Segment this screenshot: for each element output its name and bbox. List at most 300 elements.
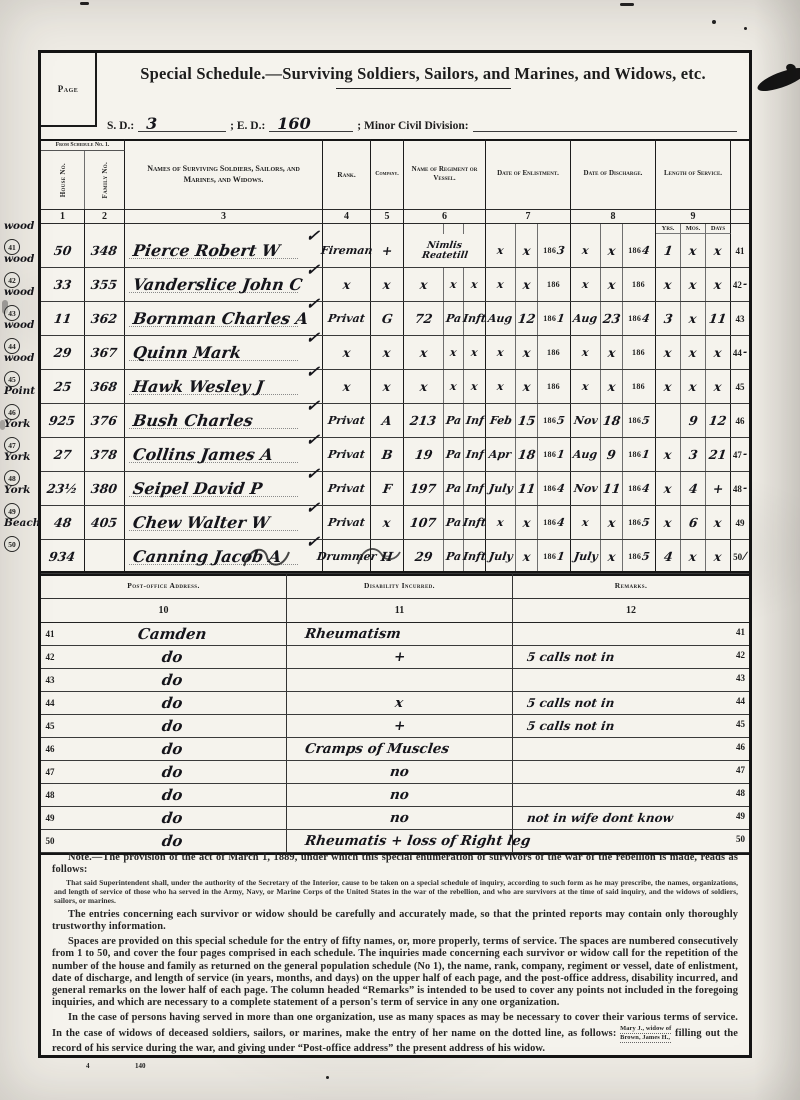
remarks-cell	[513, 646, 749, 668]
row-number-cell	[731, 404, 749, 437]
printed-year-prefix: 186	[543, 246, 557, 255]
remarks-cell	[513, 784, 749, 806]
regiment-no-cell	[404, 370, 444, 403]
rank-entry: Privat	[327, 414, 366, 427]
printed-year-prefix: 186	[628, 246, 642, 255]
service-years: x	[663, 481, 673, 496]
service-years: x	[663, 515, 673, 530]
header-spacer	[538, 224, 571, 234]
service-years-cell	[656, 506, 681, 539]
discharge-month: x	[581, 278, 590, 291]
post-office-address: Camden	[137, 625, 208, 643]
printed-year-prefix: 186	[628, 518, 642, 527]
address-cell	[59, 784, 287, 806]
address-cell	[59, 623, 287, 645]
discharge-month-cell	[571, 404, 601, 437]
discharge-year-digit: 5	[641, 516, 651, 529]
address-table-header	[41, 573, 749, 599]
house-no-cell	[41, 370, 85, 403]
regiment-type: Inf	[464, 448, 485, 461]
note-section	[50, 849, 740, 1058]
company-cell	[371, 268, 404, 301]
regiment-state-cell	[444, 404, 464, 437]
discharge-day-cell	[601, 268, 623, 301]
printed-year-prefix: 186	[543, 416, 557, 425]
service-months-cell	[681, 506, 706, 539]
rank-entry: Privat	[327, 312, 366, 325]
discharge-month-cell	[571, 336, 601, 369]
house-no-cell	[41, 506, 85, 539]
house-no: 29	[52, 345, 73, 360]
post-office-address: do	[160, 671, 185, 689]
regiment-type-cell	[464, 404, 486, 437]
circled-row-number: 45	[4, 371, 20, 387]
table-row	[41, 328, 749, 370]
row-number-cell	[41, 669, 59, 691]
enlistment-day: x	[521, 345, 532, 360]
header-spacer	[623, 224, 656, 234]
family-no: 376	[90, 413, 119, 428]
row-number: 47	[736, 765, 745, 775]
row-number: 50	[736, 834, 745, 844]
enlistment-month: x	[496, 278, 505, 291]
service-days: x	[713, 549, 723, 564]
row-number: 45	[735, 381, 745, 392]
address-cell	[59, 738, 287, 760]
regiment-no-cell	[404, 506, 444, 539]
enlistment-year-digit: 1	[556, 312, 566, 325]
header-spacer	[444, 224, 464, 234]
header-spacer	[323, 224, 371, 234]
regiment-no-cell	[404, 438, 444, 471]
family-no: 355	[90, 277, 119, 292]
discharge-day: x	[606, 379, 617, 394]
printed-year-prefix: 186	[632, 280, 645, 289]
note-paragraph: The entries concerning each survivor or widow should be carefully and accurately made, so that the printed reports may contain only thoroughly trustworthy information.	[52, 908, 738, 933]
regiment-type: Inft	[462, 516, 487, 529]
header-spacer	[601, 224, 623, 234]
enlistment-month-cell	[486, 472, 516, 505]
regiment-no: 213	[409, 413, 438, 428]
discharge-year-digit: 4	[641, 312, 651, 325]
row-number-tick: -	[742, 483, 748, 494]
enlistment-year-digit: 4	[556, 516, 566, 529]
discharge-day: x	[606, 549, 617, 564]
service-months: x	[688, 345, 698, 360]
address-cell	[59, 692, 287, 714]
house-no: 925	[48, 413, 77, 428]
col-num-blank	[731, 209, 749, 224]
page-label: Page	[57, 84, 79, 94]
enlistment-year-cell	[538, 370, 571, 403]
row-number-tick: -	[742, 449, 748, 460]
table-row	[41, 498, 749, 540]
post-office-address: do	[160, 717, 185, 735]
table-row	[41, 715, 749, 738]
discharge-month-cell	[571, 234, 601, 267]
company-cell	[371, 506, 404, 539]
service-months: 3	[687, 447, 699, 462]
header-spacer	[41, 224, 85, 234]
title-block	[97, 53, 749, 89]
scan-speck	[620, 3, 634, 6]
discharge-header: Date of Discharge.	[571, 139, 656, 209]
remarks-entry: not in wife dont know	[526, 811, 674, 825]
enlistment-day-cell	[516, 438, 538, 471]
post-office-address: do	[160, 648, 185, 666]
disability-entry: no	[388, 810, 411, 826]
rank-entry: x	[341, 277, 352, 292]
company-cell	[371, 370, 404, 403]
discharge-year-cell	[623, 404, 656, 437]
rank-cell	[323, 506, 371, 539]
company-entry: +	[380, 243, 394, 258]
discharge-day: x	[606, 515, 617, 530]
printed-year-prefix: 186	[547, 348, 560, 357]
printed-year-prefix: 186	[543, 518, 557, 527]
col-num: 3	[125, 209, 323, 224]
row-number: 45	[736, 719, 745, 729]
row-number: 47	[45, 767, 55, 777]
enlistment-day-cell	[516, 234, 538, 267]
house-no: 25	[52, 379, 73, 394]
name-cell	[125, 294, 323, 335]
company-cell	[371, 302, 404, 335]
regiment-type: x	[470, 278, 479, 291]
enlistment-day-cell	[516, 302, 538, 335]
regiment-state-cell	[444, 370, 464, 403]
house-no-header: House No.	[41, 151, 85, 209]
discharge-day: x	[606, 345, 617, 360]
family-no: 368	[90, 379, 119, 394]
company-entry: x	[382, 277, 392, 292]
regiment-state: x	[449, 278, 458, 291]
printed-year-prefix: 186	[547, 280, 560, 289]
service-days: x	[713, 277, 723, 292]
discharge-month-cell	[571, 540, 601, 573]
row-number: 48	[736, 788, 745, 798]
discharge-month: x	[581, 516, 590, 529]
ed-value: 160	[277, 114, 311, 133]
margin-locality-word: York	[4, 418, 31, 430]
post-office-address: do	[160, 740, 185, 758]
regiment-no-cell	[404, 404, 444, 437]
regiment-state-cell	[444, 506, 464, 539]
enlistment-month-cell	[486, 404, 516, 437]
company-header: Company.	[371, 139, 404, 209]
row-number: 46	[736, 742, 745, 752]
regiment-no: 72	[413, 311, 434, 326]
discharge-day-cell	[601, 302, 623, 335]
discharge-month-cell	[571, 302, 601, 335]
disability-cell	[287, 784, 513, 806]
service-days-cell	[706, 268, 731, 301]
sd-label: S. D.:	[107, 120, 135, 132]
printed-year-prefix: 186	[628, 484, 642, 493]
regiment-state-cell	[444, 302, 464, 335]
regiment-no-cell	[404, 472, 444, 505]
disability-entry: +	[392, 649, 407, 665]
regiment-type: x	[470, 346, 479, 359]
regiment-no-cell	[404, 302, 444, 335]
service-days: x	[713, 345, 723, 360]
service-months-cell	[681, 540, 706, 573]
discharge-day-cell	[601, 438, 623, 471]
remarks-cell	[513, 738, 749, 760]
family-no: 378	[90, 447, 119, 462]
row-number: 42	[736, 650, 745, 660]
table-row	[41, 362, 749, 404]
remarks-cell	[513, 669, 749, 691]
row-number: 43	[735, 313, 745, 324]
enlistment-year-digit: 3	[556, 244, 566, 257]
row-number-cell	[41, 784, 59, 806]
service-years-cell	[656, 336, 681, 369]
service-days: x	[713, 243, 723, 258]
row-number: 43	[736, 673, 745, 683]
col-num: 10	[41, 599, 287, 623]
checkmark: ✓	[304, 328, 321, 347]
enlistment-header: Date of Enlistment.	[486, 139, 571, 209]
footer-mark: 4	[86, 1062, 90, 1070]
disability-entry: +	[392, 718, 407, 734]
enlistment-month: x	[496, 346, 505, 359]
service-months-cell	[681, 302, 706, 335]
service-years-cell	[656, 268, 681, 301]
table-row	[41, 738, 749, 761]
company-cell	[371, 438, 404, 471]
company-cell	[371, 234, 404, 267]
discharge-day-cell	[601, 336, 623, 369]
printed-year-prefix: 186	[628, 450, 642, 459]
company-cell	[371, 404, 404, 437]
row-number-cell	[41, 738, 59, 760]
rank-cell	[323, 302, 371, 335]
enlistment-year-digit: 5	[556, 414, 566, 427]
row-number-cell	[41, 715, 59, 737]
circled-row-number: 48	[4, 470, 20, 486]
sd-value: 3	[146, 114, 158, 133]
note-paragraph: Note.—The provision of the act of March 1, 1889, under which this special enumeration of survivors of the war of the rebellion is made, reads as follows:	[52, 852, 738, 876]
discharge-day: x	[606, 243, 617, 258]
name-cell	[125, 260, 323, 301]
discharge-month: x	[581, 380, 590, 393]
table-row	[41, 807, 749, 830]
rank-cell	[319, 234, 374, 267]
scan-speck	[0, 420, 5, 430]
table-row	[41, 669, 749, 692]
family-no-cell	[85, 268, 125, 301]
service-days-cell	[706, 302, 731, 335]
mcd-entry	[473, 131, 737, 132]
table-row	[41, 761, 749, 784]
address-cell	[59, 761, 287, 783]
company-entry: A	[381, 413, 393, 428]
row-number: 47	[732, 449, 742, 460]
checkmark: ✓	[304, 362, 321, 381]
note-example-inset: Mary J., widow of Brown, James H.,	[620, 1024, 672, 1041]
post-office-address: do	[160, 694, 185, 712]
discharge-month: x	[581, 346, 590, 359]
row-number-cell	[731, 336, 749, 369]
table-row	[41, 260, 749, 302]
regiment-no: x	[418, 379, 429, 394]
regiment-type: Inf	[464, 414, 485, 427]
enlistment-month-cell	[486, 268, 516, 301]
regiment-state: x	[449, 380, 458, 393]
veteran-name: Bush Charles	[131, 411, 255, 430]
enlistment-month: Aug	[487, 312, 514, 325]
note-text: In the case of persons having served in more than one organization, use as many spaces as may be necessary to cover their various terms of service. In the case of widows of deceased soldiers, sailors, or marines, make the entry of her name on the dotted line, as follows:	[52, 1012, 738, 1039]
family-no-cell	[85, 404, 125, 437]
header-spacer	[404, 224, 444, 234]
discharge-month-cell	[571, 370, 601, 403]
service-years-cell	[656, 438, 681, 471]
regiment-state: Pa	[445, 448, 462, 461]
family-no-cell	[85, 506, 125, 539]
enlistment-year-cell	[538, 540, 571, 573]
row-number-cell	[731, 540, 749, 573]
discharge-year-digit: 1	[641, 448, 651, 461]
margin-locality-word: Beach	[4, 517, 41, 529]
col-num: 12	[513, 599, 749, 623]
house-no-cell	[41, 472, 85, 505]
sd-entry	[138, 112, 226, 132]
header-spacer	[516, 224, 538, 234]
row-number-cell	[731, 472, 749, 505]
service-days-cell	[706, 234, 731, 267]
col-num: 6	[404, 209, 486, 224]
note-paragraph-small: That said Superintendent shall, under the authority of the Secretary of the Interior, cause to be taken on a special schedule of inquiry, according to such form as he may prescribe, the names, organizations, and length of service of those who ha served in the Army, Navy, or Marine Corps of the United States in the war of the rebellion, and who are survivors at the time of said inquiry, and the widows of soldiers, sailors, or marines.	[54, 878, 738, 906]
regiment-no: 29	[413, 549, 434, 564]
house-no-cell	[41, 302, 85, 335]
rank-entry: Fireman	[319, 244, 374, 257]
house-no: 48	[52, 515, 73, 530]
discharge-day-cell	[601, 506, 623, 539]
enlistment-month: x	[496, 380, 505, 393]
family-no-cell	[85, 370, 125, 403]
note-paragraph: Spaces are provided on this special schedule for the entry of fifty names, or, more properly, terms of service. The spaces are numbered consecutively from 1 to 50, and cover the four pages comprised in each schedule. The inquiries made concerning each survivor or widow call for the repetition of the number of the house and family as returned on the general population schedule (No 1), the name, rank, company, regiment or vessel, date of enlistment, date of discharge, and length of service (in years, months, and days) on the upper half of each page, and the post-office address, disability incurred, and general remarks on the lower half of each page. The column headed “Remarks” is intended to be used to cover any points not included in the foregoing inquiries, and which are necessary to a complete statement of a person's term of service in any one organization.	[52, 936, 738, 1009]
circled-row-number: 47	[4, 437, 20, 453]
enlistment-month: Apr	[488, 448, 513, 461]
service-months-cell	[681, 268, 706, 301]
discharge-year-digit: 5	[641, 550, 651, 563]
row-number-cell	[731, 302, 749, 335]
service-days-cell	[706, 438, 731, 471]
regiment-no: x	[418, 345, 429, 360]
col-num: 8	[571, 209, 656, 224]
regiment-state-cell	[444, 336, 464, 369]
family-no: 380	[90, 481, 119, 496]
printed-year-prefix: 186	[628, 416, 642, 425]
discharge-month: Nov	[572, 414, 599, 427]
service-days-cell	[706, 506, 731, 539]
rank-entry: Privat	[327, 448, 366, 461]
service-sub-header: Mos.	[681, 224, 706, 234]
row-number-cell	[41, 623, 59, 645]
veteran-name: Collins James A	[131, 445, 275, 464]
family-no: 348	[90, 243, 119, 258]
house-no-cell	[41, 336, 85, 369]
service-years-cell	[656, 234, 681, 267]
margin-locality-word: wood	[4, 253, 35, 265]
service-months: x	[688, 379, 698, 394]
printed-year-prefix: 186	[543, 484, 557, 493]
service-months-cell	[681, 336, 706, 369]
discharge-month: Nov	[572, 482, 599, 495]
remarks-cell	[513, 623, 749, 645]
enlistment-month-cell	[486, 370, 516, 403]
row-number-cell	[731, 438, 749, 471]
post-office-address: do	[160, 809, 185, 827]
disability-cell	[287, 623, 513, 645]
name-cell	[125, 226, 323, 267]
service-years: x	[663, 277, 673, 292]
service-months-cell	[681, 472, 706, 505]
form-title: Special Schedule.—Surviving Soldiers, Sailors, and Marines, and Widows, etc.	[140, 64, 706, 83]
house-no-cell	[41, 234, 85, 267]
post-office-address: do	[160, 832, 185, 850]
disability-cell	[287, 646, 513, 668]
enlistment-year-digit: 4	[556, 482, 566, 495]
disability-entry: x	[394, 695, 405, 711]
note-text: filling out the record of his service during the war, and giving under “Post-office address” the present address of his widow.	[52, 1027, 738, 1054]
row-number: 45	[45, 721, 55, 731]
address-table	[41, 571, 749, 855]
remarks-entry: 5 calls not in	[526, 696, 616, 710]
company-entry: H	[380, 549, 394, 564]
circled-row-number: 41	[4, 239, 20, 255]
service-sub-header: Yrs.	[656, 224, 681, 234]
row-number: 44	[45, 698, 55, 708]
name-cell	[125, 464, 323, 505]
discharge-day: 9	[606, 447, 617, 462]
service-years: x	[663, 379, 673, 394]
service-months-cell	[681, 404, 706, 437]
service-table	[41, 139, 749, 576]
names-header: Names of Surviving Soldiers, Sailors, and Marines, and Widows.	[125, 139, 323, 209]
margin-locality-word: York	[4, 484, 31, 496]
service-table-header	[41, 139, 749, 234]
company-cell	[371, 472, 404, 505]
checkmark: ✓	[304, 226, 321, 245]
vessel-name-line: Reatetill	[420, 249, 469, 261]
circled-row-number: 49	[4, 503, 20, 519]
row-number: 50	[733, 551, 743, 562]
disability-entry: Cramps of Muscles	[303, 741, 451, 757]
checkmark: ✓	[304, 294, 321, 313]
family-no-cell	[85, 234, 125, 267]
rank-cell	[323, 370, 371, 403]
service-days-cell	[706, 540, 731, 573]
row-number: 44	[732, 347, 742, 358]
discharge-month-cell	[571, 268, 601, 301]
regiment-state-cell	[444, 540, 464, 573]
house-no: 50	[52, 243, 73, 258]
regiment-header: Name of Regiment or Vessel.	[404, 139, 486, 209]
row-number-cell	[731, 268, 749, 301]
address-header: Post-office Address.	[41, 573, 287, 599]
regiment-type: x	[470, 380, 479, 393]
discharge-day-cell	[601, 472, 623, 505]
disability-entry: no	[388, 764, 411, 780]
checkmark: ✓	[304, 396, 321, 415]
discharge-year-cell	[623, 472, 656, 505]
discharge-day-cell	[601, 370, 623, 403]
title-underline	[336, 88, 511, 89]
veteran-name: Quinn Mark	[131, 343, 243, 362]
circled-row-number: 43	[4, 305, 20, 321]
